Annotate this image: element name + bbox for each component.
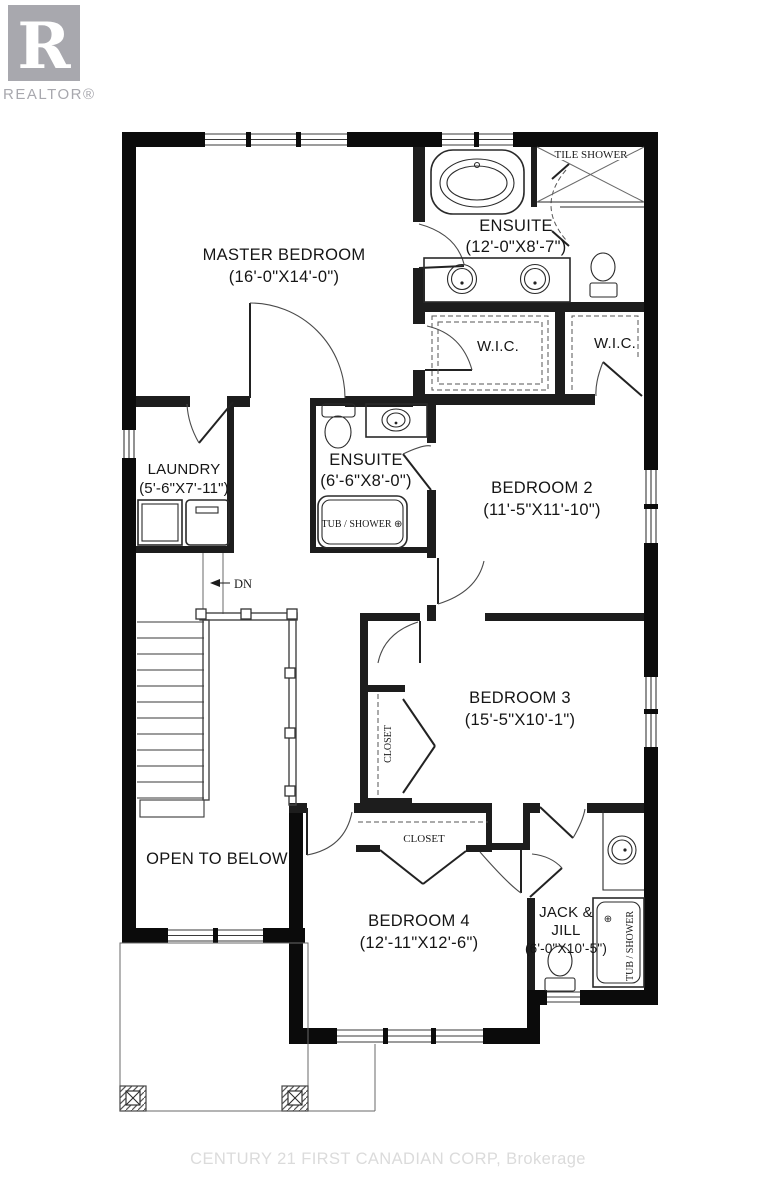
porch-post xyxy=(120,1086,146,1111)
jackjill-faucet-symbol: ⊕ xyxy=(603,914,613,925)
window-bedroom4-bottom xyxy=(337,1028,483,1044)
window-open-below xyxy=(168,928,263,943)
dn-label: DN xyxy=(234,577,253,591)
laundry-door xyxy=(187,402,233,443)
bedroom3-closet-label: CLOSET xyxy=(383,725,394,763)
bedroom2-label: BEDROOM 2 xyxy=(491,479,593,497)
bedroom4-closet-label: CLOSET xyxy=(403,833,445,845)
jackjill-inner-door xyxy=(530,854,562,897)
jackjill-dims: (6'-0"X10'-5") xyxy=(524,941,608,956)
laundry-appliances xyxy=(138,500,229,545)
tile-shower-door xyxy=(551,164,569,246)
window-ensuite-top xyxy=(442,132,513,147)
porch-post xyxy=(282,1086,308,1111)
jackjill-label-1: JACK & xyxy=(539,904,593,921)
brokerage-watermark: CENTURY 21 FIRST CANADIAN CORP, Brokerage xyxy=(190,1150,586,1168)
bedroom4-label: BEDROOM 4 xyxy=(368,912,470,930)
bedroom4-dims: (12'-11"X12'-6") xyxy=(359,934,479,952)
laundry-dims: (5'-6"X7'-11") xyxy=(139,480,229,497)
master-ensuite-door xyxy=(419,224,464,268)
dn-arrow xyxy=(210,579,230,587)
bedroom3-door xyxy=(378,621,420,663)
bedroom3-dims: (15'-5"X10'-1") xyxy=(464,711,576,729)
jackjill-label-2: JILL xyxy=(551,922,581,939)
window-jackjill-bottom xyxy=(547,992,580,1002)
bedroom4-vestibule-door xyxy=(480,850,521,893)
wic2-label: W.I.C. xyxy=(593,335,637,352)
laundry-label: LAUNDRY xyxy=(147,461,221,478)
sink-vanity xyxy=(366,404,427,437)
wic2-door xyxy=(596,362,642,396)
toilet xyxy=(590,253,617,297)
ensuite-master-dims: (12'-0"X8'-7") xyxy=(465,238,567,256)
ensuite2-tub-label: TUB / SHOWER ⊕ xyxy=(321,519,403,530)
ensuite-master-label: ENSUITE xyxy=(479,217,553,235)
master-bedroom-door xyxy=(250,303,345,398)
master-bedroom-dims: (16'-0"X14'-0") xyxy=(228,268,340,286)
bathtub xyxy=(431,150,524,214)
realtor-logo-word: REALTOR® xyxy=(3,86,96,103)
window-master-top xyxy=(205,132,347,147)
bedroom2-dims: (11'-5"X11'-10") xyxy=(483,501,601,519)
porch-outline xyxy=(120,943,375,1111)
bedroom2-door xyxy=(438,558,484,604)
toilet xyxy=(322,404,355,448)
window-laundry-left xyxy=(122,426,136,462)
window-bedroom3-right xyxy=(644,677,658,747)
bedroom3-label: BEDROOM 3 xyxy=(469,689,571,707)
wic-shelving xyxy=(432,316,638,390)
tile-shower-label: TILE SHOWER xyxy=(554,149,628,161)
stairs xyxy=(137,553,252,817)
wic1-label: W.I.C. xyxy=(476,338,520,355)
realtor-logo xyxy=(3,5,96,103)
double-vanity xyxy=(424,258,570,302)
open-to-below-label: OPEN TO BELOW xyxy=(146,850,288,868)
bedroom4-door xyxy=(307,808,352,855)
master-bedroom-label: MASTER BEDROOM xyxy=(202,246,366,264)
jackjill-tub-label: TUB / SHOWER xyxy=(625,911,636,981)
bedroom4-closet xyxy=(358,822,488,884)
realtor-logo-letter: R xyxy=(17,9,71,84)
jackjill-hall-door xyxy=(540,807,585,838)
ensuite2-dims: (6'-6"X8'-0") xyxy=(320,472,412,490)
sink-vanity xyxy=(603,810,644,890)
window-bedroom2-right xyxy=(644,470,658,543)
ensuite2-label: ENSUITE xyxy=(329,451,403,469)
railing xyxy=(196,609,297,805)
